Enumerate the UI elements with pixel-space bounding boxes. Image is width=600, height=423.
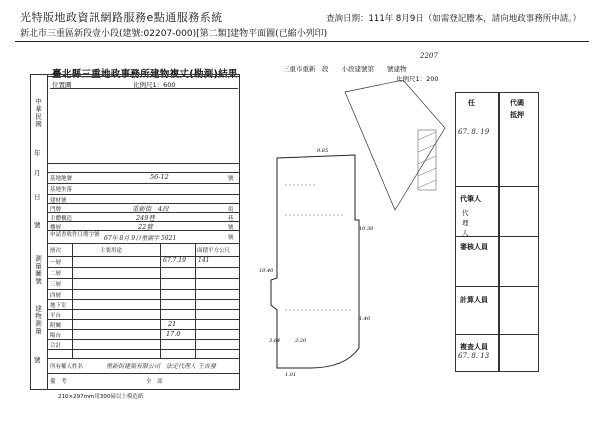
dim-label: 10.40: [259, 268, 274, 274]
area-value: 21: [168, 320, 177, 328]
seal-char: 人: [462, 229, 469, 237]
left-label-month: 月: [34, 169, 41, 177]
area-col-rule: [160, 243, 161, 358]
area-floor: 平台: [50, 313, 62, 319]
row-suffix: 號: [228, 225, 234, 231]
location-rule: [50, 88, 238, 89]
left-label-year: 年: [34, 149, 41, 157]
area-sub: 141: [198, 257, 210, 264]
stamp-label-review: 審核人員: [460, 243, 488, 251]
area-floor: 陽台: [50, 333, 62, 339]
row-rule: [47, 243, 240, 244]
dim-label: 1.40: [359, 316, 371, 322]
row-rule: [47, 230, 240, 231]
row-rule: [47, 339, 240, 340]
row-value: 67年 8月 9日重測字 5921: [104, 235, 177, 242]
stamp-rule: [455, 186, 539, 187]
building-outline: [271, 155, 359, 368]
stamp-top: 任: [468, 99, 475, 107]
row-rule: [47, 256, 240, 257]
query-date: 查詢日期：111年 8月9日（如需登記謄本，請向地政事務所申請。）: [326, 14, 581, 24]
row-label: 門牌: [50, 207, 62, 213]
owner-value: 重新街建築有限公司 法定代理人 王吉發: [106, 363, 216, 370]
floor-plan-drawing: [255, 80, 455, 380]
left-label-num-b: 號: [34, 356, 41, 364]
area-col-rule: [195, 243, 196, 358]
note-label: 備 考: [50, 379, 67, 385]
row-label: 主體構造: [50, 216, 73, 222]
hatch-lines: [418, 132, 436, 188]
area-header: 主要用途: [100, 248, 123, 254]
handwritten-number: 2207: [420, 52, 438, 60]
stamp-label-compute: 計算人員: [460, 296, 488, 304]
area-floor: 地下室: [50, 303, 67, 309]
area-value: 67.7.19: [163, 257, 186, 264]
row-rule: [47, 358, 240, 359]
area-floor: 四層: [50, 293, 62, 299]
area-col-rule: [72, 243, 73, 358]
stamp-top: 代碼: [510, 99, 524, 107]
row-rule: [47, 349, 240, 350]
location-label: 位置圖: [52, 81, 72, 89]
area-floor: 二層: [50, 271, 62, 277]
stamp-top: 抵押: [510, 111, 524, 119]
left-label-date: 中華民國: [34, 98, 42, 128]
row-rule: [47, 373, 240, 374]
row-suffix: 街: [228, 207, 234, 213]
row-rule: [47, 309, 240, 310]
note-right: 全 部: [146, 379, 163, 385]
scale-1: 比例尺1：600: [133, 81, 176, 89]
row-label: 申請書收件日期字號: [50, 232, 100, 238]
seal-char: 代: [462, 209, 469, 217]
row-label: 樓層: [50, 225, 62, 231]
row-value: 22號: [138, 223, 153, 231]
sheet-title: 臺北縣三重地政事務所建物複丈(勘測)結果: [52, 69, 238, 80]
dim-label: 3.20: [295, 338, 307, 344]
site-boundary: [345, 80, 445, 210]
document-subtitle: 新北市三重區新段壹小段(建號:02207-000)[第二類]建物平面圖(已縮小列印): [20, 29, 328, 39]
row-rule: [47, 299, 240, 300]
area-floor: 三層: [50, 282, 62, 288]
stamp-rule: [455, 334, 539, 335]
dim-label: 1.01: [285, 372, 297, 378]
owner-label: 所有權人姓名: [50, 364, 84, 370]
row-rule: [47, 194, 240, 195]
scale-2: 比例尺1：200: [396, 75, 439, 83]
row-label: 建材號: [50, 198, 67, 204]
plan-header: 三重市重新 段 小段建號第 號建物: [283, 65, 407, 73]
row-rule: [47, 267, 240, 268]
header-divider: [15, 41, 589, 42]
area-header: 層次: [50, 248, 62, 254]
row-suffix: 號: [228, 176, 234, 182]
stamp-label-agent: 代筆人: [460, 195, 481, 203]
row-rule: [47, 289, 240, 290]
stamp-rule: [455, 286, 539, 287]
stamp-column: [499, 92, 539, 372]
left-label-survey: 測量圖號: [34, 255, 42, 285]
left-label-day: 日: [34, 193, 41, 201]
row-suffix: 號: [228, 235, 234, 241]
row-rule: [47, 172, 240, 173]
row-rule: [47, 183, 240, 184]
date-stamp-2: 67. 8. 13: [458, 352, 490, 360]
area-floor: 一層: [50, 260, 62, 266]
dim-label: 9.85: [317, 148, 329, 154]
row-rule: [47, 319, 240, 320]
row-value: 249巷: [136, 214, 155, 222]
row-rule: [47, 329, 240, 330]
row-value: 重新街 4段: [132, 205, 169, 213]
left-label-measure: 建物測量: [34, 305, 42, 335]
area-floor: 合計: [50, 343, 62, 349]
dim-label: 3.64: [269, 338, 281, 344]
row-label: 基地坐落: [50, 187, 73, 193]
row-label: 基地地號: [50, 176, 73, 182]
seal-char: 理: [462, 219, 469, 227]
stamp-rule: [455, 236, 539, 237]
page-title: 光特版地政資訊網路服務e點通服務系統: [20, 11, 223, 24]
location-map-box: [47, 76, 240, 164]
stamp-label-check: 複查人員: [460, 343, 488, 351]
area-value: 17.0: [166, 330, 181, 338]
row-value: 56-12: [150, 173, 169, 181]
paper-footer: 210×297mm用300磅以上模造紙: [58, 394, 144, 400]
date-stamp-1: 67. 8. 19: [458, 128, 490, 136]
row-suffix: 巷: [228, 216, 234, 222]
area-header: 面積平方公尺: [197, 248, 231, 254]
dim-label: 10.30: [359, 226, 374, 232]
row-rule: [47, 278, 240, 279]
left-label-num-a: 號: [34, 221, 41, 229]
area-floor: 附屬: [50, 323, 62, 329]
